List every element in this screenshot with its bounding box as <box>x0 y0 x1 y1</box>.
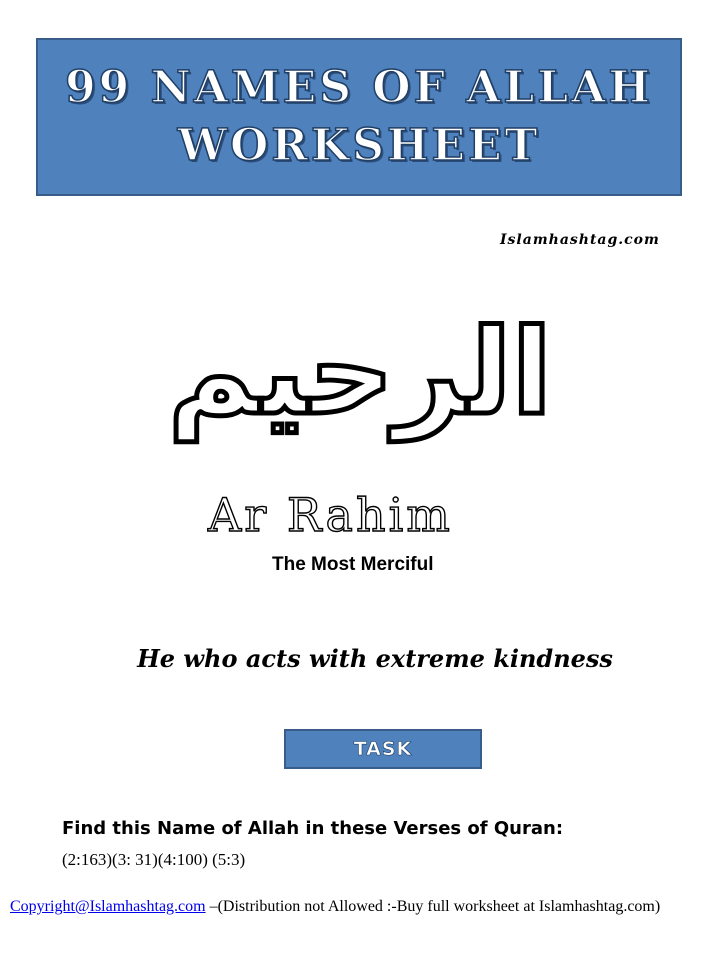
title-line-1: 99 NAMES OF ALLAH <box>65 62 653 113</box>
title-line-2: WORKSHEET <box>177 120 541 171</box>
footer <box>10 898 715 916</box>
copyright-link[interactable]: Copyright@Islamhashtag.com <box>10 898 206 915</box>
name-description: He who acts with extreme kindness <box>137 644 613 673</box>
name-meaning: The Most Merciful <box>272 554 434 575</box>
arabic-name: الرحيم <box>168 303 552 441</box>
task-instruction: Find this Name of Allah in these Verses of Quran: <box>62 818 564 839</box>
distribution-notice: –(Distribution not Allowed :-Buy full worksheet at Islamhashtag.com) <box>205 898 661 915</box>
title-banner <box>36 38 682 196</box>
site-label: Islamhashtag.com <box>500 232 660 248</box>
name-transliteration: Ar Rahim <box>208 488 453 542</box>
task-label: TASK <box>353 738 413 760</box>
task-banner <box>284 729 482 769</box>
verse-references: (2:163)(3: 31)(4:100) (5:3) <box>62 850 246 869</box>
